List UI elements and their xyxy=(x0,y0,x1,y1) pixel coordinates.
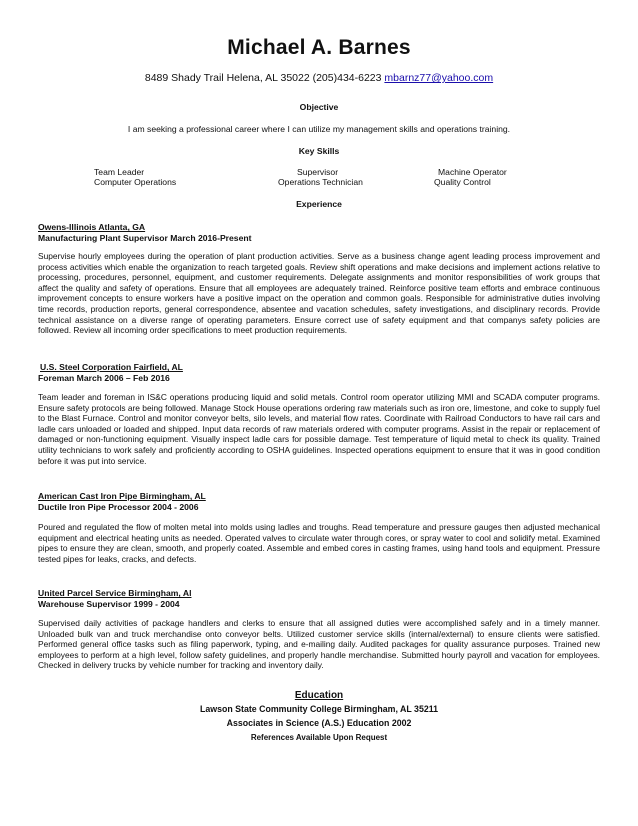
experience-heading: Experience xyxy=(296,199,342,209)
job-title: Foreman March 2006 – Feb 2016 xyxy=(38,373,170,383)
objective-heading: Objective xyxy=(299,102,339,112)
objective-text: I am seeking a professional career where I can utilize my management skills and operations training. xyxy=(127,124,511,134)
address-phone: 8489 Shady Trail Helena, AL 35022 (205)434-6223 xyxy=(144,72,385,84)
job-title: Ductile Iron Pipe Processor 2004 - 2006 xyxy=(38,502,199,512)
education-heading: Education xyxy=(294,690,344,701)
job-description: Team leader and foreman in IS&C operations producing liquid and solid metals. Control room operator utilizing MMI and SCADA computer programs. Ensure safety protocols are being followed. Manage Stock House operations ordering raw materials such as iron ore, limestone, and coke to supply fuel to the Blast Furnace. Control and monitor conveyor belts, silo levels, and material flow rates. Coordinate with Railroad Conductors to have rail cars and ladle cars unloaded or loaded and shipped. Input data records of raw materials ordered with computer programs. Assist in the repair or replacement of damaged or non-functioning equipment. Visually inspect ladle cars for possible damage. Test temperature of liquid metal to check its quality. Trained utility technicians to work safely and proficiently according to OSHA guidelines. Inspected operations equipment to ensure that it was in good condition before it was put into service. xyxy=(38,392,600,466)
skill-item: Machine Operator xyxy=(438,167,507,177)
contact-line xyxy=(0,72,638,84)
skill-item: Supervisor xyxy=(297,167,339,177)
job-title: Manufacturing Plant Supervisor March 2016-Present xyxy=(38,233,252,243)
job-company: American Cast Iron Pipe Birmingham, AL xyxy=(38,491,206,501)
education-degree: Associates in Science (A.S.) Education 2002 xyxy=(226,718,412,728)
skill-item: Team Leader xyxy=(94,167,145,177)
job-company: United Parcel Service Birmingham, Al xyxy=(38,588,192,598)
email-link[interactable]: mbarnz77@yahoo.com xyxy=(384,72,494,84)
skill-item: Computer Operations xyxy=(94,177,177,187)
skill-item: Operations Technician xyxy=(278,177,363,187)
job-company: Owens-Illinois Atlanta, GA xyxy=(38,222,146,232)
candidate-name: Michael A. Barnes xyxy=(227,36,411,59)
job-description: Poured and regulated the flow of molten metal into molds using ladles and troughs. Read temperature and pressure gauges then adjusted mechanical equipment and electrical heating units as needed. Operated valves to circulate water through cores, or spray water to cool and solidify metal. Examined pipes to ensure they are clean, smooth, and properly coated. Assemble and embed cores in casting frames, using hand tools and equipment. Pressure tested pipes for leaks, cracks, and defects. xyxy=(38,522,600,564)
job-description: Supervise hourly employees during the operation of plant production activities. Serve as a business change agent leading process improvement and process activities which enable the organization to reach targeted goals. Review shift operations and make decisions and implement actions relative to processing, procedures, personnel, equipment, and customer requirements. Delegate assignments and monitor responsibilities of work groups that affect the quality and safety of operations. Ensure that all employees are adequately trained. Reinforce positive team efforts and embrace continuous improvement concepts to ensure workers have a positive impact on the operation and common goals. Responsible for administrative duties involving time records, production reports, general correspondence, absentee and vacation schedules, safety investigations, and disciplinary records. Provide technical assistance on a diverse range of operating parameters. Ensure correct use of safety equipment and that companys safety policies are followed. Review all incoming order specifications to meet production requirements. xyxy=(38,251,600,336)
references-note: References Available Upon Request xyxy=(250,733,388,742)
job-title: Warehouse Supervisor 1999 - 2004 xyxy=(38,599,180,609)
job-company: U.S. Steel Corporation Fairfield, AL xyxy=(40,362,183,372)
education-school: Lawson State Community College Birmingham, AL 35211 xyxy=(199,704,439,714)
job-description: Supervised daily activities of package handlers and clerks to ensure that all assigned duties were accomplished safely and in a timely manner. Unloaded bulk van and truck merchandise onto conveyor belts. Utilized customer service skills (internal/external) to ensure clients were satisfied. Performed general office tasks such as filing paperwork, typing, and e-mailing daily. Audited packages for quality assurance purposes. Trained new employees to perform at a high level, follow safety guidelines, and properly handle merchandise. Submitted hourly payroll and vacation for employees. Checked in delivery trucks by vehicle number for tracking and inventory daily. xyxy=(38,618,600,671)
skill-item: Quality Control xyxy=(434,177,491,187)
skills-heading: Key Skills xyxy=(298,146,340,156)
